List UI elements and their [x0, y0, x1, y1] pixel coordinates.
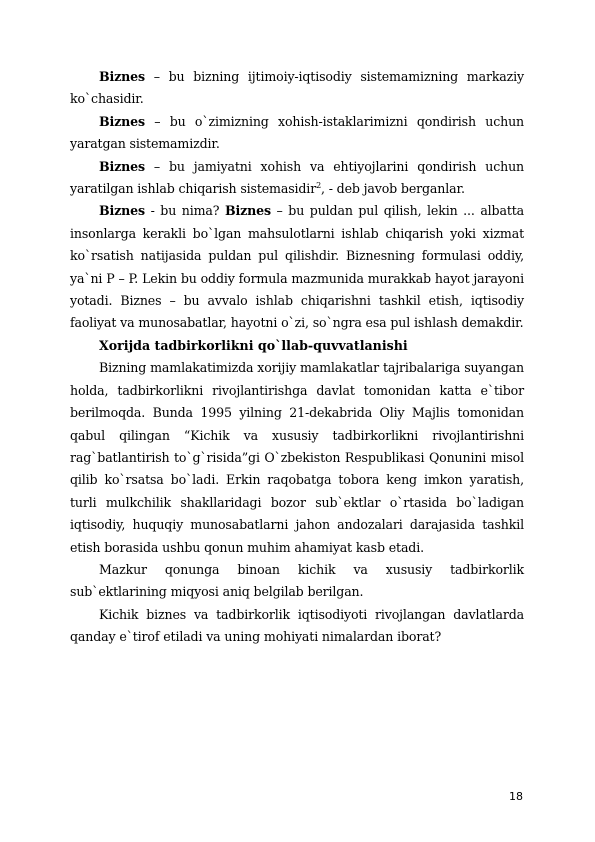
- document-page: [70, 66, 524, 649]
- definition-text-2: – bu puldan pul qilish, lekin ... albatta insonlarga kerakli bo`lgan mahsulotlarni ishlab chiqarish yoki xizmat ko`rsatish natijasida puldan pul qilishdir. Biznesning formulasi oddiy, ya`ni P – P. Lekin bu oddiy formula mazmunida murakkab hayot jarayoni yotadi. Biznes – bu avvalo ishlab chiqarishni tashkil etish, iqtisodiy faoliyat va munosabatlar, hayotni o`zi, so`ngra esa pul ishlash demakdir.: [70, 203, 525, 331]
- definition-text: – bu o`zimizning xohish-istaklarimizni qondirish uchun yaratgan sistemamizdir.: [70, 113, 524, 152]
- definition-text: - bu nima?: [144, 203, 225, 219]
- term-biznes: Biznes: [99, 203, 145, 219]
- definition-paragraph-3: [70, 156, 524, 201]
- body-paragraph-3: Kichik biznes va tadbirkorlik iqtisodiyoti rivojlangan davlatlarda qanday e`tirof etiladi va uning mohiyati nimalardan iborat?: [70, 606, 524, 645]
- term-biznes: Biznes: [99, 69, 145, 84]
- term-biznes: Biznes: [99, 158, 145, 174]
- definition-text-tail: , - deb javob berganlar.: [321, 181, 465, 197]
- definition-text: – bu jamiyatni xohish va ehtiyojlarini qondirish uchun yaratilgan ishlab chiqarish sistemasidir: [70, 158, 524, 197]
- definition-text: – bu bizning ijtimoiy-iqtisodiy sistemamizning markaziy ko`chasidir.: [70, 69, 524, 107]
- section-heading: Xorijda tadbirkorlikni qo`llab-quvvatlanishi: [99, 337, 408, 353]
- definition-paragraph-1: [70, 66, 524, 111]
- definition-paragraph-4: [70, 200, 524, 334]
- term-biznes-2: Biznes: [224, 203, 271, 219]
- page-number: 18: [509, 790, 523, 803]
- term-biznes: Biznes: [99, 113, 145, 129]
- body-paragraph-1: Bizning mamlakatimizda xorijiy mamlakatlar tajribalariga suyangan holda, tadbirkorlikni rivojlantirishga davlat tomonidan katta e`tibor berilmoqda. Bunda 1995 yilning 21-dekabrida Oliy Majlis tomonidan qabul qilingan “Kichik va xususiy tadbirkorlikni rivojlantirishni rag`batlantirish to`g`risida”gi O`zbekiston Respublikasi Qonunini misol qilib ko`rsatsa bo`ladi. Erkin raqobatga tobora keng imkon yaratish, turli mulkchilik shakllaridagi bozor sub`ektlar o`rtasida bo`ladigan iqtisodiy, huquqiy munosabatlarni jahon andozalari darajasida tashkil etish borasida ushbu qonun muhim ahamiyat kasb etadi.: [70, 360, 524, 555]
- footnote-ref[interactable]: 2: [316, 180, 322, 190]
- definition-paragraph-2: [70, 111, 524, 156]
- body-paragraph-2: Mazkur qonunga binoan kichik va xususiy tadbirkorlik sub`ektlarining miqyosi aniq belgilab berilgan.: [70, 561, 524, 600]
